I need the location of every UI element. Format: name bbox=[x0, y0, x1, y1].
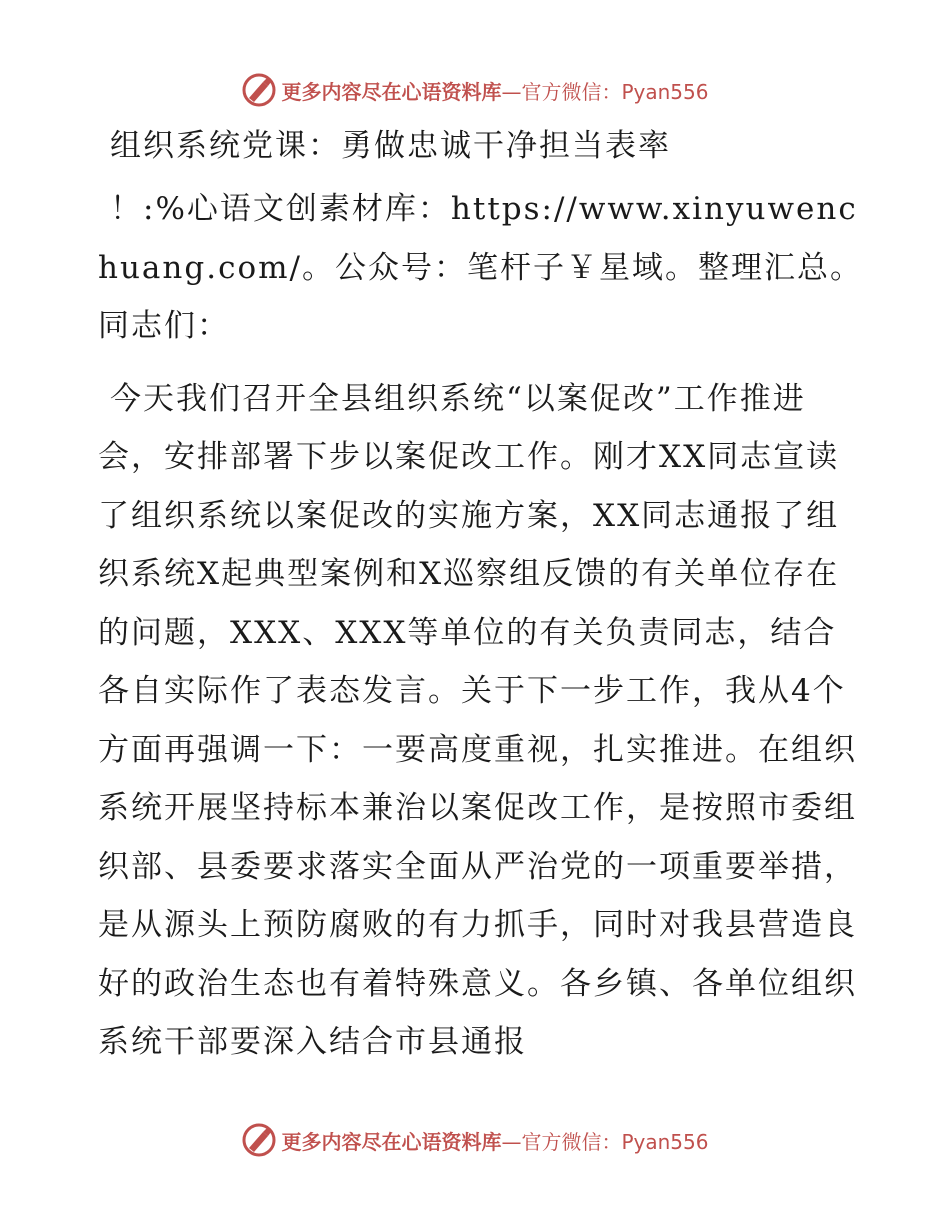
brand-logo-icon bbox=[241, 1122, 277, 1158]
footer-banner bbox=[0, 1120, 950, 1160]
source-note: ！:%心语文创素材库：https://www.xinyuwenchuang.com/。公众号：笔杆子￥星域。整理汇总。同志们： bbox=[98, 191, 863, 344]
brand-logo-icon bbox=[241, 72, 277, 108]
banner-contact: —官方微信：Pyan556 bbox=[501, 79, 709, 104]
banner-contact: —官方微信：Pyan556 bbox=[501, 1129, 709, 1154]
banner-text: 更多内容尽在心语资料库 bbox=[281, 1129, 502, 1154]
document-body bbox=[98, 118, 868, 1086]
body-paragraph: 今天我们召开全县组织系统“以案促改”工作推进会，安排部署下步以案促改工作。刚才XX同志宣读了组织系统以案促改的实施方案，XX同志通报了组织系统X起典型案例和X巡察组反馈的有关单位存在的问题，XXX、XXX等单位的有关负责同志，结合各自实际作了表态发言。关于下一步工作，我从4个方面再强调一下：一要高度重视，扎实推进。在组织系统开展坚持标本兼治以案促改工作，是按照市委组织部、县委要求落实全面从严治党的一项重要举措，是从源头上预防腐败的有力抓手，同时对我县营造良好的政治生态也有着特殊意义。各乡镇、各单位组织系统干部要深入结合市县通报 bbox=[98, 380, 857, 1060]
document-title: 组织系统党课：勇做忠诚干净担当表率 bbox=[110, 128, 671, 164]
banner-text: 更多内容尽在心语资料库 bbox=[281, 79, 502, 104]
header-banner bbox=[0, 70, 950, 110]
